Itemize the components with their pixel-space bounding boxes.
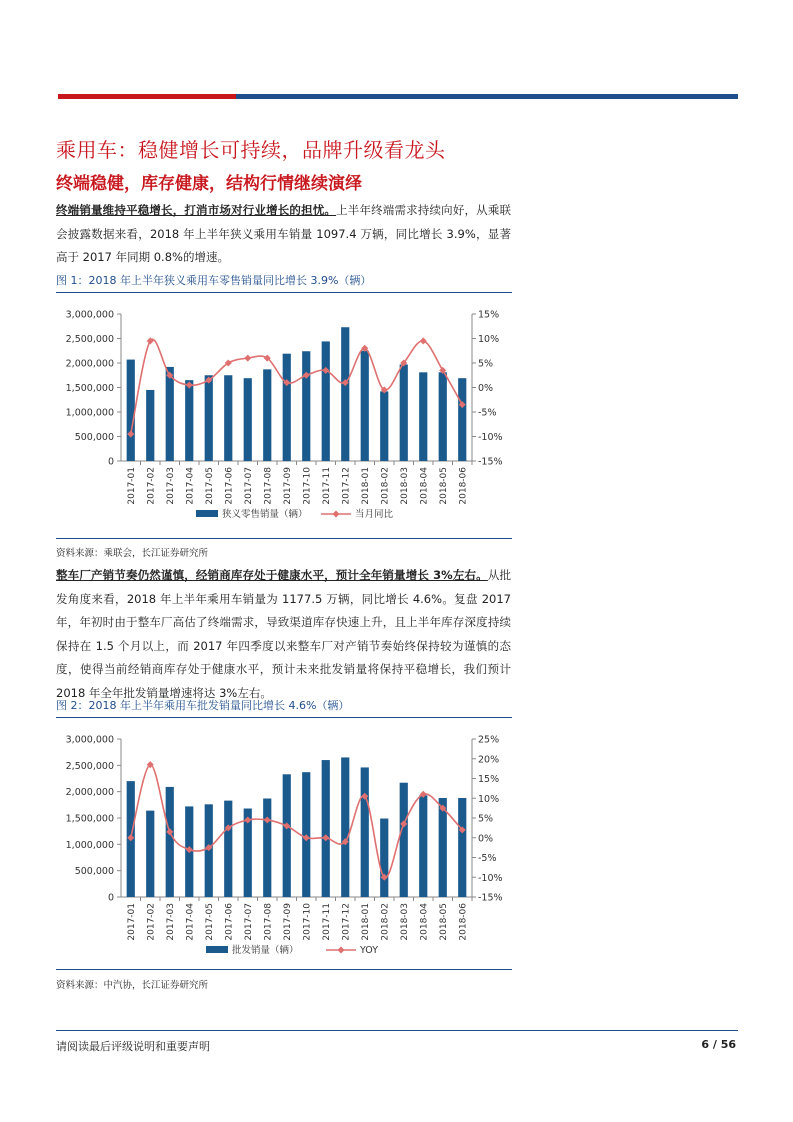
chart-2-svg (56, 722, 512, 966)
legend-swatch-bar (196, 510, 218, 517)
bar-2018-04 (419, 795, 427, 897)
y2-tick-label: 25% (478, 734, 500, 746)
x-tick-label: 2017-03 (165, 467, 176, 505)
x-tick-label: 2017-04 (185, 467, 196, 505)
x-tick-label: 2017-07 (243, 467, 254, 505)
bar-2017-10 (302, 351, 310, 461)
y2-tick-label: 0% (478, 833, 494, 845)
paragraph-1-lead: 终端销量维持平稳增长，打消市场对行业增长的担忧。 (56, 203, 337, 217)
bar-2017-04 (185, 380, 193, 461)
x-tick-label: 2017-02 (146, 467, 157, 505)
footer-rule (56, 1030, 738, 1031)
x-tick-label: 2017-04 (185, 903, 196, 941)
figure-2-bottom-rule (56, 969, 512, 970)
figure-2-source: 资料来源：中汽协，长江证券研究所 (56, 980, 209, 991)
y2-tick-label: -15% (478, 456, 503, 468)
bar-2018-05 (439, 372, 447, 461)
y-tick-label: 1,500,000 (65, 813, 114, 825)
x-tick-label: 2018-06 (458, 903, 469, 941)
x-tick-label: 2017-10 (302, 903, 313, 941)
figure-1-bottom-rule (56, 538, 512, 539)
x-tick-label: 2017-11 (321, 467, 332, 505)
x-tick-label: 2018-06 (458, 467, 469, 505)
bar-2017-03 (166, 367, 174, 461)
header-bar-red (58, 94, 236, 99)
section-subtitle: 终端稳健，库存健康，结构行情继续演绎 (56, 174, 362, 194)
y-tick-label: 1,500,000 (65, 383, 114, 394)
bar-2018-06 (458, 798, 466, 897)
x-tick-label: 2017-05 (204, 467, 215, 505)
y2-tick-label: -15% (478, 892, 503, 904)
figure-2-rule (56, 717, 512, 718)
y-tick-label: 0 (107, 892, 114, 904)
paragraph-2-lead: 整车厂产销节奏仍然谨慎，经销商库存处于健康水平，预计全年销量增长 3%左右。 (56, 568, 488, 582)
y-tick-label: 3,000,000 (65, 309, 114, 321)
y-tick-label: 3,000,000 (65, 734, 114, 746)
bar-2018-05 (439, 798, 447, 897)
x-tick-label: 2018-03 (399, 903, 410, 941)
bar-2017-11 (322, 341, 330, 461)
y2-tick-label: -10% (478, 872, 503, 884)
bar-2017-12 (341, 757, 349, 897)
bar-2017-02 (146, 390, 154, 461)
paragraph-1-body: 上半年终端需求持续向好，从乘联会披露数据来看，2018 年上半年狭义乘用车销量 1097.4 万辆，同比增长 3.9%，显著高于 2017 年同期 0.8%的增速。 (56, 203, 512, 264)
bar-2018-02 (380, 391, 388, 461)
x-tick-label: 2017-08 (263, 903, 274, 941)
bar-2017-02 (146, 811, 154, 897)
legend-label-line: YOY (360, 945, 379, 956)
bar-2017-12 (341, 327, 349, 461)
page-number: 6 / 56 (701, 1038, 736, 1051)
figure-1-source: 资料来源：乘联会，长江证券研究所 (56, 548, 209, 559)
y-tick-label: 2,500,000 (65, 760, 114, 772)
bar-2018-03 (400, 783, 408, 897)
x-tick-label: 2018-05 (438, 903, 449, 941)
figure-1-chart (56, 296, 512, 536)
y-tick-label: 1,000,000 (65, 839, 114, 851)
bar-2017-09 (283, 774, 291, 897)
x-tick-label: 2017-07 (243, 903, 254, 941)
x-tick-label: 2017-08 (263, 467, 274, 505)
y-tick-label: 500,000 (74, 432, 114, 443)
x-tick-label: 2018-04 (419, 903, 430, 941)
series-line-YOY (131, 765, 463, 878)
x-tick-label: 2017-01 (126, 903, 137, 941)
figure-2-caption: 图 2：2018 年上半年乘用车批发销量同比增长 4.6%（辆） (56, 699, 350, 712)
header-bar-blue (236, 94, 738, 99)
legend-label-line: 当月同比 (355, 509, 394, 520)
figure-2-chart (56, 722, 512, 966)
bar-2017-08 (263, 369, 271, 461)
x-tick-label: 2017-05 (204, 903, 215, 941)
figure-1-caption: 图 1：2018 年上半年狭义乘用车零售销量同比增长 3.9%（辆） (56, 274, 372, 287)
legend-swatch-bar (206, 946, 228, 953)
bar-2018-01 (361, 767, 369, 897)
page-title: 乘用车：稳健增长可持续，品牌升级看龙头 (56, 138, 446, 162)
legend-label-bar: 批发销量（辆） (232, 945, 299, 956)
x-tick-label: 2017-03 (165, 903, 176, 941)
bar-2017-01 (127, 360, 135, 461)
x-tick-label: 2018-01 (360, 903, 371, 941)
figure-1-rule (56, 292, 512, 293)
y2-tick-label: 20% (478, 754, 500, 766)
y-tick-label: 2,000,000 (65, 358, 114, 370)
line-point-2017-02 (147, 337, 154, 344)
y-tick-label: 2,000,000 (65, 787, 114, 799)
legend-swatch-marker (332, 510, 339, 517)
bar-2017-08 (263, 799, 271, 897)
bar-2018-03 (400, 364, 408, 461)
x-tick-label: 2018-04 (419, 467, 430, 505)
y-tick-label: 500,000 (74, 866, 114, 878)
y2-tick-label: -5% (478, 853, 497, 864)
y2-tick-label: -10% (478, 432, 503, 443)
bar-2018-06 (458, 378, 466, 461)
x-tick-label: 2017-10 (302, 467, 313, 505)
line-point-2017-07 (244, 355, 251, 362)
bar-2017-07 (244, 378, 252, 461)
y2-tick-label: 10% (478, 334, 500, 345)
y2-tick-label: 5% (478, 813, 494, 825)
y-tick-label: 1,000,000 (65, 407, 114, 419)
bar-2017-06 (224, 375, 232, 461)
y2-tick-label: -5% (478, 407, 497, 419)
paragraph-1 (56, 199, 511, 270)
x-tick-label: 2017-12 (341, 903, 352, 941)
bar-2017-05 (205, 375, 213, 461)
x-tick-label: 2017-02 (146, 903, 157, 941)
y2-tick-label: 5% (478, 358, 494, 370)
paragraph-2 (56, 564, 511, 705)
x-tick-label: 2017-06 (224, 467, 235, 505)
bar-2018-01 (361, 351, 369, 461)
chart-1-svg (56, 296, 512, 536)
x-tick-label: 2018-03 (399, 467, 410, 505)
x-tick-label: 2018-01 (360, 467, 371, 505)
y-tick-label: 0 (107, 456, 114, 468)
y2-tick-label: 10% (478, 793, 500, 805)
x-tick-label: 2018-02 (380, 467, 391, 505)
x-tick-label: 2017-09 (282, 467, 293, 505)
bar-2017-09 (283, 354, 291, 461)
bar-2018-04 (419, 372, 427, 461)
x-tick-label: 2017-01 (126, 467, 137, 505)
y2-tick-label: 15% (478, 774, 500, 785)
paragraph-2-body: 从批发角度来看，2018 年上半年乘用车销量为 1177.5 万辆，同比增长 4.6%。复盘 2017 年，年初时由于整车厂高估了终端需求，导致渠道库存快速上升，且上半年库存深度持续保持在 1.5 个月以上，而 2017 年四季度以来整车厂对产销节奏始终保持较为谨慎的态度，使得当前经销商库存处于健康水平，预计未来批发销量将保持平稳增长，我们预计 2018 年全年批发销量增速将达 3%左右。 (56, 568, 512, 700)
bar-2018-02 (380, 819, 388, 897)
y-tick-label: 2,500,000 (65, 334, 114, 345)
footer-disclaimer: 请阅读最后评级说明和重要声明 (56, 1040, 210, 1053)
x-tick-label: 2017-12 (341, 467, 352, 505)
series-line-当月同比 (131, 339, 463, 434)
x-tick-label: 2017-09 (282, 903, 293, 941)
bar-2017-03 (166, 787, 174, 897)
x-tick-label: 2017-06 (224, 903, 235, 941)
x-tick-label: 2018-02 (380, 903, 391, 941)
line-point-2018-04 (420, 337, 427, 344)
bar-2017-06 (224, 801, 232, 897)
x-tick-label: 2018-05 (438, 467, 449, 505)
y2-tick-label: 0% (478, 383, 494, 394)
bar-2017-11 (322, 760, 330, 897)
y2-tick-label: 15% (478, 309, 500, 321)
x-tick-label: 2017-11 (321, 903, 332, 941)
legend-swatch-marker (337, 946, 344, 953)
legend-label-bar: 狭义零售销量（辆） (222, 509, 308, 520)
